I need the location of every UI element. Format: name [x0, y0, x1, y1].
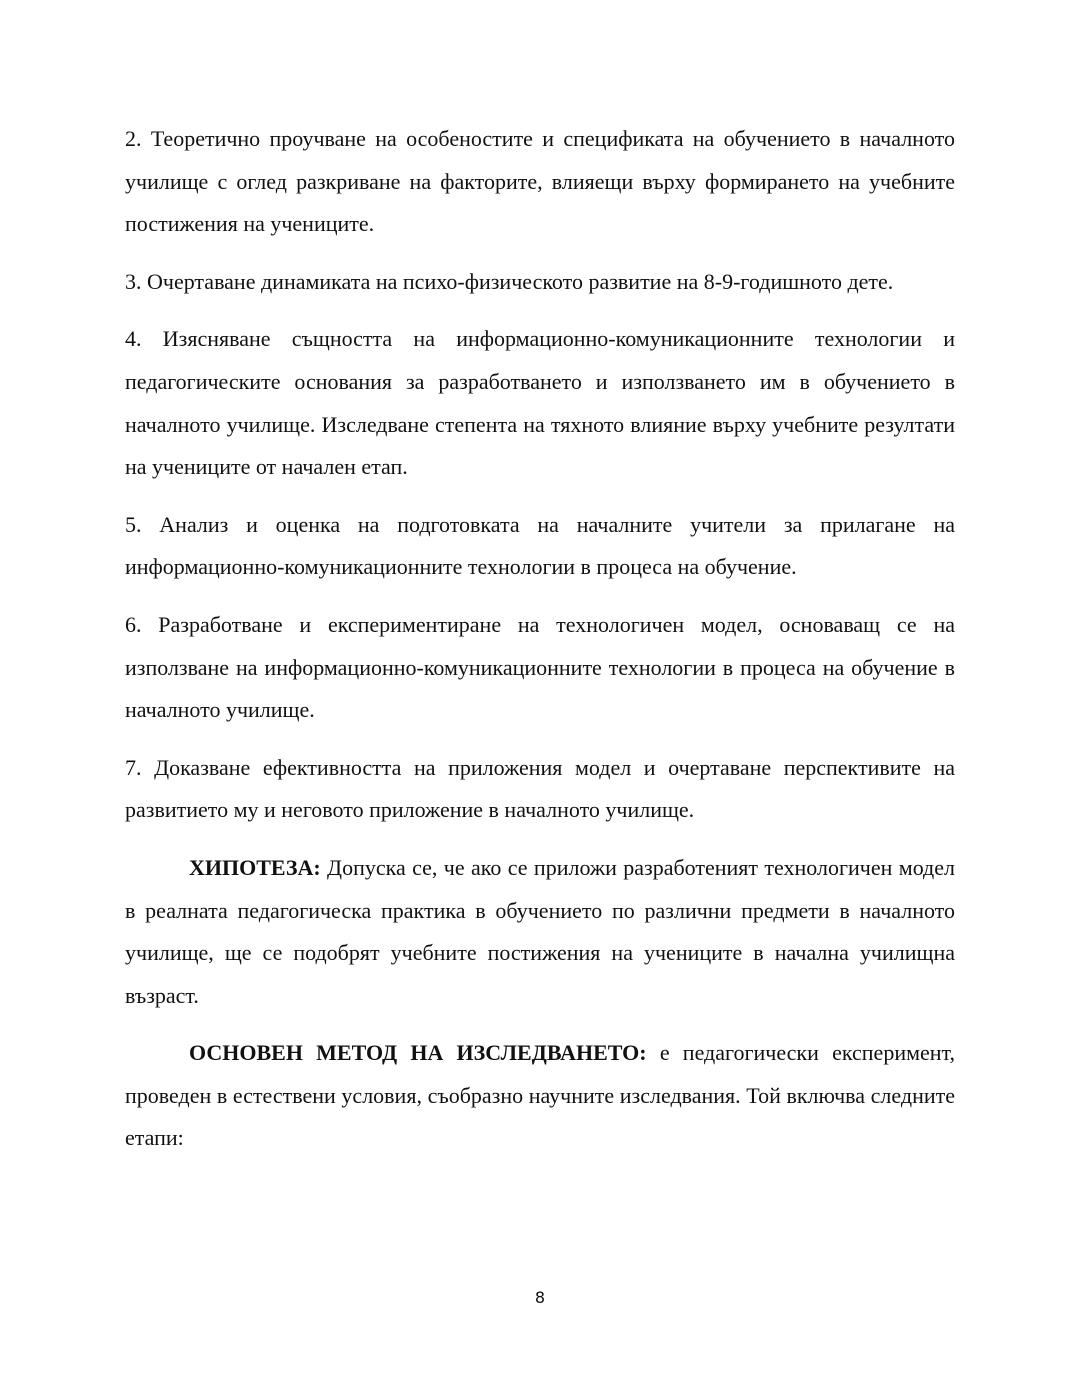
- method-paragraph: [125, 1032, 955, 1160]
- task-item-7: 7. Доказване ефективността на приложения модел и очертаване перспективите на развитието му и неговото приложение в началното училище.: [125, 754, 955, 823]
- document-body: [125, 118, 955, 1175]
- page-number: 8: [534, 1288, 546, 1307]
- task-item-6: 6. Разработване и експериментиране на технологичен модел, основаващ се на използване на информационно-комуникационните технологии в процеса на обучение в началното училище.: [125, 611, 955, 723]
- method-text: е педагогически експеримент, проведен в естествени условия, съобразно научните изследвания. Той включва следните етапи:: [125, 1040, 956, 1151]
- hypothesis-label: ХИПОТЕЗА:: [189, 854, 321, 880]
- method-label: ОСНОВЕН МЕТОД НА ИЗСЛЕДВАНЕТО:: [189, 1040, 647, 1066]
- task-item-4: 4. Изясняване същността на информационно-комуникационните технологии и педагогическите основания за разработването и използването им в обучението в началното училище. Изследване степента на тяхното влияние върху учебните резултати на учениците от начален етап.: [125, 326, 955, 480]
- task-item-3: 3. Очертаване динамиката на психо-физическото развитие на 8-9-годишното дете.: [125, 268, 894, 294]
- task-item-2: 2. Теоретично проучване на особеностите и спецификата на обучението в началното училище с оглед разкриване на факторите, влияещи върху формирането на учебните постижения на учениците.: [125, 126, 955, 237]
- hypothesis-text: Допуска се, че ако се приложи разработеният технологичен модел в реалната педагогическа практика в обучението по различни предмети в началното училище, ще се подобрят учебните постижения на учениците в начална училищна възраст.: [125, 854, 955, 1008]
- task-item-5: 5. Анализ и оценка на подготовката на началните учители за прилагане на информационно-комуникационните технологии в процеса на обучение.: [125, 511, 955, 580]
- hypothesis-paragraph: [125, 847, 955, 1017]
